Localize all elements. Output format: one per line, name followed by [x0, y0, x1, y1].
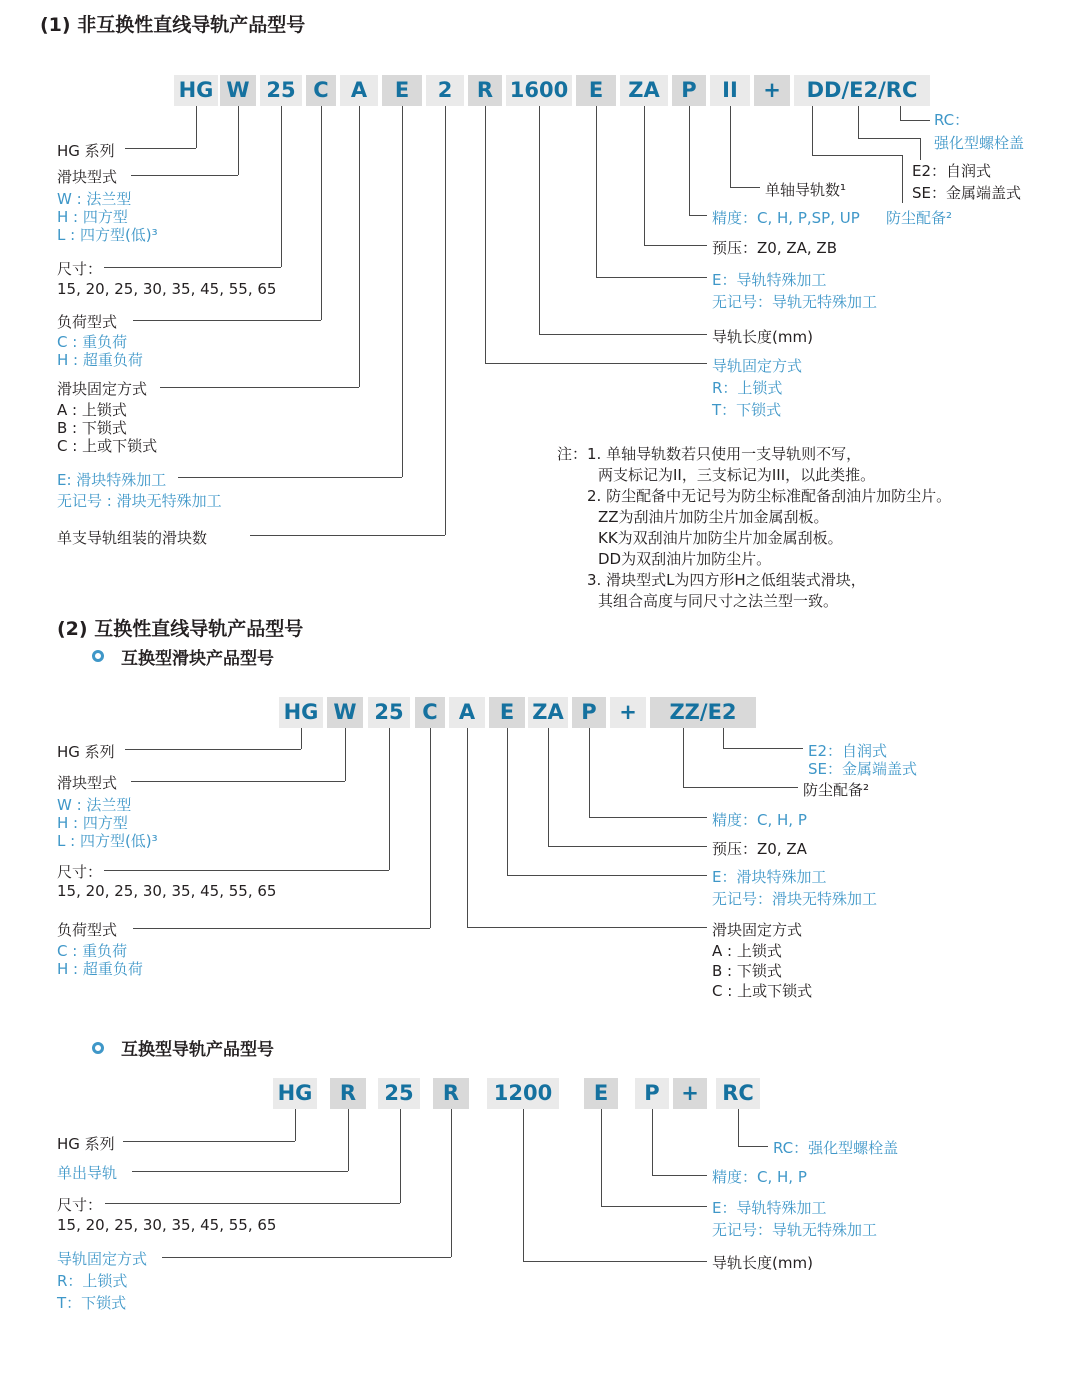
label-e2: E2：自润式	[912, 162, 992, 180]
label-hg-series: HG 系列	[57, 142, 115, 160]
connector-line	[131, 175, 238, 176]
label-load-c: C : 重负荷	[57, 942, 128, 960]
label-se: SE：金属端盖式	[808, 760, 917, 778]
label-block-special-e: E: 滑块特殊加工	[57, 471, 167, 489]
section-2-title: (2) 互换性直线导轨产品型号	[57, 618, 304, 640]
code-segment: R	[433, 1078, 469, 1109]
connector-line	[125, 148, 196, 149]
note-line: KK为双刮油片加防尘片加金属刮板。	[598, 529, 843, 547]
code-segment: ZA	[620, 75, 668, 106]
label-block-fix-c: C : 上或下锁式	[57, 437, 158, 455]
label-block-fix-type: 滑块固定方式	[712, 921, 803, 939]
note-line: 3. 滑块型式L为四方形H之低组装式滑块，	[587, 571, 866, 589]
label-block-special-no: 无记号 : 滑块无特殊加工	[57, 492, 222, 510]
connector-line	[689, 215, 707, 216]
label-load-c: C : 重负荷	[57, 333, 128, 351]
connector-line	[920, 138, 921, 160]
label-load-h: H : 超重负荷	[57, 960, 143, 978]
label-block-fix-a: A : 上锁式	[712, 942, 782, 960]
connector-line	[738, 1146, 768, 1147]
connector-line	[281, 106, 282, 267]
connector-line	[485, 106, 486, 363]
label-rail-fix-type: 导轨固定方式	[57, 1250, 148, 1268]
label-hg-series: HG 系列	[57, 743, 115, 761]
label-block-type-h: H : 四方型	[57, 208, 128, 226]
connector-line	[644, 106, 645, 245]
label-block-type-h: H : 四方型	[57, 814, 128, 832]
code-segment: +	[610, 697, 646, 728]
code-segment: 25	[260, 75, 302, 106]
connector-line	[321, 106, 322, 320]
connector-line	[467, 927, 707, 928]
label-block-count: 单支导轨组装的滑块数	[57, 529, 208, 547]
label-block-type-w: W : 法兰型	[57, 796, 132, 814]
label-e2: E2：自润式	[808, 742, 888, 760]
connector-line	[858, 106, 859, 138]
connector-line	[132, 1171, 348, 1172]
code-segment: II	[710, 75, 750, 106]
connector-line	[689, 106, 690, 215]
label-size: 尺寸：	[57, 260, 103, 278]
code-segment: W	[327, 697, 363, 728]
connector-line	[523, 1261, 707, 1262]
label-block-fix-c: C : 上或下锁式	[712, 982, 813, 1000]
note-line: 其组合高度与同尺寸之法兰型一致。	[598, 592, 839, 610]
connector-line	[900, 106, 901, 120]
connector-line	[345, 728, 346, 781]
connector-line	[162, 1257, 451, 1258]
label-dust: 防尘配备²	[886, 209, 953, 227]
label-precision: 精度：C, H, P,SP, UP	[712, 209, 860, 227]
label-block-fix-b: B : 下锁式	[57, 419, 127, 437]
connector-line	[539, 334, 707, 335]
connector-line	[601, 1109, 602, 1206]
connector-line	[858, 138, 920, 139]
connector-line	[596, 277, 707, 278]
label-se: SE：金属端盖式	[912, 184, 1021, 202]
connector-line	[596, 106, 597, 277]
section-2-subtitle-block: 互换型滑块产品型号	[121, 649, 274, 669]
note-line: DD为双刮油片加防尘片。	[598, 550, 772, 568]
label-block-type: 滑块型式	[57, 168, 118, 186]
code-segment: HG	[279, 697, 323, 728]
code-segment: C	[415, 697, 445, 728]
label-size-values: 15, 20, 25, 30, 35, 45, 55, 65	[57, 882, 277, 900]
code-segment: P	[635, 1078, 669, 1109]
label-dust: 防尘配备²	[803, 781, 870, 799]
label-size-values: 15, 20, 25, 30, 35, 45, 55, 65	[57, 1216, 277, 1234]
label-block-fix-a: A : 上锁式	[57, 401, 127, 419]
code-segment: 25	[368, 697, 410, 728]
code-segment: +	[673, 1078, 707, 1109]
connector-line	[523, 1109, 524, 1261]
code-segment: C	[306, 75, 336, 106]
code-segment: ZZ/E2	[650, 697, 756, 728]
code-segment: E	[489, 697, 525, 728]
connector-line	[196, 106, 197, 148]
connector-line	[445, 106, 446, 535]
connector-line	[601, 1206, 707, 1207]
connector-line	[105, 1203, 400, 1204]
code-segment: E	[584, 1078, 618, 1109]
code-segment: ZA	[528, 697, 568, 728]
connector-line	[359, 106, 360, 387]
connector-line	[738, 1109, 739, 1146]
code-segment: W	[220, 75, 256, 106]
note-line: 2. 防尘配备中无记号为防尘标准配备刮油片加防尘片。	[587, 487, 952, 505]
note-line: 注：1. 单轴导轨数若只使用一支导轨则不写，	[557, 445, 862, 463]
label-rail-special-no: 无记号：导轨无特殊加工	[712, 1221, 878, 1239]
connector-line	[123, 1141, 295, 1142]
connector-line	[131, 781, 345, 782]
label-precision: 精度：C, H, P	[712, 811, 807, 829]
connector-line	[430, 728, 431, 928]
connector-line	[160, 387, 359, 388]
bullet-ring-icon	[92, 650, 104, 662]
label-block-fix-b: B : 下锁式	[712, 962, 782, 980]
label-hg-series: HG 系列	[57, 1135, 115, 1153]
label-rail-fix-t: T：下锁式	[712, 401, 782, 419]
label-rail-fix-t: T：下锁式	[57, 1294, 127, 1312]
label-rail-special-e: E：导轨特殊加工	[712, 271, 827, 289]
connector-line	[400, 1109, 401, 1203]
label-block-type-l: L : 四方型(低)³	[57, 832, 158, 850]
code-segment: P	[572, 697, 606, 728]
connector-line	[485, 363, 707, 364]
connector-line	[812, 155, 902, 156]
connector-line	[723, 728, 724, 748]
label-block-type-w: W : 法兰型	[57, 190, 132, 208]
connector-line	[104, 267, 281, 268]
connector-line	[295, 1109, 296, 1141]
connector-line	[539, 106, 540, 334]
section-2-subtitle-rail: 互换型导轨产品型号	[121, 1040, 274, 1060]
label-rail-fix-r: R：上锁式	[712, 379, 783, 397]
code-segment: P	[672, 75, 706, 106]
label-precision: 精度：C, H, P	[712, 1168, 807, 1186]
label-load-type: 负荷型式	[57, 921, 118, 939]
code-segment: A	[449, 697, 485, 728]
label-block-type: 滑块型式	[57, 774, 118, 792]
connector-line	[730, 106, 731, 187]
label-rail-special-e: E：导轨特殊加工	[712, 1199, 827, 1217]
connector-line	[467, 728, 468, 927]
connector-line	[730, 187, 760, 188]
label-size-values: 15, 20, 25, 30, 35, 45, 55, 65	[57, 280, 277, 298]
connector-line	[451, 1109, 452, 1257]
connector-line	[389, 728, 390, 870]
code-segment: R	[468, 75, 502, 106]
connector-line	[402, 106, 403, 477]
connector-line	[507, 728, 508, 875]
label-rc-desc: 强化型螺栓盖	[934, 134, 1025, 152]
label-rail-fix-r: R：上锁式	[57, 1272, 128, 1290]
code-segment: 1200	[487, 1078, 559, 1109]
code-segment: 25	[378, 1078, 420, 1109]
connector-line	[589, 817, 707, 818]
label-size: 尺寸：	[57, 863, 103, 881]
connector-line	[589, 728, 590, 817]
label-load-type: 负荷型式	[57, 313, 118, 331]
label-rail-count: 单轴导轨数¹	[765, 181, 847, 199]
section-1-title: (1) 非互换性直线导轨产品型号	[40, 14, 306, 36]
label-block-type-l: L : 四方型(低)³	[57, 226, 158, 244]
code-segment: E	[382, 75, 422, 106]
code-segment: RC	[716, 1078, 760, 1109]
connector-line	[125, 749, 301, 750]
connector-line	[902, 155, 903, 203]
connector-line	[238, 106, 239, 175]
connector-line	[652, 1109, 653, 1175]
connector-line	[548, 728, 549, 846]
label-preload: 预压：Z0, ZA	[712, 840, 807, 858]
code-segment: 2	[426, 75, 464, 106]
label-single-rail: 单出导轨	[57, 1164, 118, 1182]
connector-line	[507, 875, 707, 876]
note-line: ZZ为刮油片加防尘片加金属刮板。	[598, 508, 829, 526]
code-segment: HG	[174, 75, 218, 106]
label-block-special-e: E：滑块特殊加工	[712, 868, 827, 886]
label-block-fix-type: 滑块固定方式	[57, 380, 148, 398]
label-block-special-no: 无记号：滑块无特殊加工	[712, 890, 878, 908]
connector-line	[652, 1175, 707, 1176]
connector-line	[348, 1109, 349, 1171]
code-segment: +	[754, 75, 790, 106]
label-rail-length: 导轨长度(mm)	[712, 328, 813, 346]
label-rail-length: 导轨长度(mm)	[712, 1254, 813, 1272]
connector-line	[104, 870, 389, 871]
connector-line	[644, 245, 707, 246]
label-load-h: H : 超重负荷	[57, 351, 143, 369]
connector-line	[301, 728, 302, 749]
connector-line	[812, 106, 813, 155]
code-segment: E	[576, 75, 616, 106]
label-rc: RC：	[934, 111, 970, 129]
label-rail-special-no: 无记号：导轨无特殊加工	[712, 293, 878, 311]
code-segment: R	[330, 1078, 366, 1109]
connector-line	[683, 728, 684, 787]
code-segment: HG	[273, 1078, 317, 1109]
connector-line	[683, 787, 798, 788]
connector-line	[548, 846, 707, 847]
label-rc: RC：强化型螺栓盖	[773, 1139, 899, 1157]
connector-line	[133, 928, 430, 929]
code-segment: A	[340, 75, 378, 106]
connector-line	[133, 320, 321, 321]
connector-line	[723, 748, 803, 749]
label-rail-fix-type: 导轨固定方式	[712, 357, 803, 375]
code-segment: 1600	[506, 75, 572, 106]
bullet-ring-icon	[92, 1042, 104, 1054]
label-preload: 预压：Z0, ZA, ZB	[712, 239, 837, 257]
note-line: 两支标记为II，三支标记为III，以此类推。	[598, 466, 876, 484]
code-segment: DD/E2/RC	[794, 75, 930, 106]
connector-line	[250, 535, 445, 536]
connector-line	[900, 120, 930, 121]
label-size: 尺寸：	[57, 1196, 103, 1214]
connector-line	[178, 477, 402, 478]
